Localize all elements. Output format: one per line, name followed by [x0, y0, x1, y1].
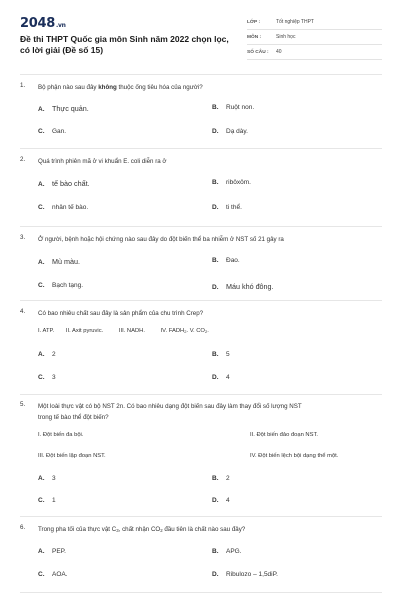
statement-4 — [161, 328, 209, 334]
option-d[interactable] — [212, 128, 248, 135]
question-text — [38, 401, 382, 423]
option-a[interactable] — [38, 475, 56, 482]
option-letter: C. — [38, 282, 45, 289]
statement-5-text: . V. CO — [186, 328, 205, 334]
divider — [20, 226, 382, 227]
option-value: Thực quản. — [52, 104, 89, 113]
question-text-part: thuộc ống tiêu hóa của người? — [116, 84, 203, 91]
question-text-subscript: 2 — [160, 528, 163, 533]
meta-row-count — [247, 45, 382, 60]
option-letter: C. — [38, 497, 45, 504]
option-value: 2 — [226, 475, 230, 482]
divider — [20, 148, 382, 149]
question-number: 2. — [20, 156, 26, 163]
divider — [20, 300, 382, 301]
question-text-part: Bộ phận nào sau đây — [38, 84, 99, 91]
exam-meta — [247, 15, 382, 60]
meta-value: Sinh học — [276, 34, 296, 40]
option-value: nhân tế bào. — [52, 204, 89, 211]
option-value: Ruột non. — [226, 104, 255, 111]
option-value: ribôxôm. — [226, 179, 251, 186]
option-c[interactable] — [38, 128, 66, 135]
option-letter: C. — [38, 128, 45, 135]
option-d[interactable] — [212, 204, 242, 211]
option-value: 2 — [52, 351, 56, 358]
logo-text: 2048 — [20, 16, 55, 31]
question-text-part: , chất nhận CO — [118, 526, 161, 533]
option-letter: A. — [38, 106, 45, 113]
option-value: Dạ dày. — [226, 128, 248, 135]
option-letter: A. — [38, 259, 45, 266]
option-a[interactable] — [38, 257, 80, 266]
meta-value: 40 — [276, 49, 282, 55]
option-value: 3 — [52, 475, 56, 482]
statement-2: II. Đột biến đảo đoạn NST. — [250, 432, 318, 438]
option-letter: D. — [212, 204, 219, 211]
option-b[interactable] — [212, 104, 254, 111]
option-letter: B. — [212, 179, 219, 186]
option-letter: B. — [212, 475, 219, 482]
question-text: Ở người, bệnh hoặc hội chứng nào sau đây do đột biến thể ba nhiễm ở NST số 21 gây ra — [38, 236, 284, 243]
option-value: tế bào chất. — [52, 179, 90, 188]
statement-5-end: . — [207, 328, 209, 334]
option-b[interactable] — [212, 257, 240, 264]
meta-row-subject — [247, 30, 382, 45]
option-a[interactable] — [38, 351, 56, 358]
question-4 — [20, 308, 382, 392]
option-value: PEP. — [52, 548, 66, 555]
option-letter: A. — [38, 351, 45, 358]
option-letter: A. — [38, 181, 45, 188]
option-letter: D. — [212, 497, 219, 504]
exam-title: Đề thi THPT Quốc gia môn Sinh năm 2022 chọn lọc, có lời giải (Đề số 15) — [20, 34, 229, 55]
option-a[interactable] — [38, 548, 66, 555]
statement-4-subscript: 2 — [184, 329, 187, 334]
question-6 — [20, 524, 382, 588]
option-value: Bạch tạng. — [52, 282, 84, 289]
option-d[interactable] — [212, 571, 278, 578]
statement-5-subscript: 2 — [204, 329, 208, 334]
option-d[interactable] — [212, 282, 274, 291]
question-text: Quá trình phiên mã ở vi khuẩn E. coli diễn ra ở — [38, 158, 167, 165]
option-d[interactable] — [212, 497, 230, 504]
statement-1: I. ATP. — [38, 328, 55, 334]
option-b[interactable] — [212, 475, 230, 482]
site-logo[interactable] — [20, 16, 66, 31]
option-letter: D. — [212, 571, 219, 578]
question-text: Có bao nhiêu chất sau đây là sản phẩm của chu trình Crep? — [38, 310, 204, 317]
divider — [20, 394, 382, 395]
question-text-subscript: 3 — [116, 528, 119, 533]
option-letter: D. — [212, 284, 219, 291]
option-a[interactable] — [38, 179, 90, 188]
option-value: 4 — [226, 374, 230, 381]
statement-1: I. Đột biến đa bội. — [38, 432, 84, 438]
logo-suffix: .vn — [55, 22, 66, 29]
option-c[interactable] — [38, 282, 83, 289]
question-number: 5. — [20, 401, 26, 408]
statement-2: II. Axit pyruvic. — [65, 328, 104, 334]
divider — [20, 74, 382, 75]
option-letter: B. — [212, 351, 219, 358]
question-1 — [20, 82, 382, 144]
meta-value: Tốt nghiệp THPT — [276, 19, 314, 25]
option-value: Mù màu. — [52, 257, 80, 266]
statement-3: III. Đột biến lặp đoạn NST. — [38, 453, 106, 459]
exam-header — [20, 14, 382, 66]
question-number: 6. — [20, 524, 26, 531]
option-letter: B. — [212, 548, 219, 555]
question-number: 3. — [20, 234, 26, 241]
question-text — [38, 524, 382, 536]
meta-key: SỐ CÂU : — [247, 49, 269, 55]
question-number: 1. — [20, 82, 26, 89]
option-value: Đao. — [226, 257, 240, 264]
option-letter: A. — [38, 475, 45, 482]
option-b[interactable] — [212, 548, 242, 555]
option-letter: D. — [212, 374, 219, 381]
option-value: Gan. — [52, 128, 67, 135]
option-letter: C. — [38, 374, 45, 381]
option-value: APG. — [226, 548, 242, 555]
divider — [20, 516, 382, 517]
question-text-line: trong tế bào thể đột biến? — [38, 414, 109, 421]
statement-3: III. NADH. — [118, 328, 145, 334]
option-value: AOA. — [52, 571, 68, 578]
option-value: 5 — [226, 351, 230, 358]
question-3 — [20, 234, 382, 296]
divider — [20, 592, 382, 593]
question-text — [38, 82, 382, 93]
meta-key: MÔN : — [247, 34, 262, 40]
option-letter: A. — [38, 548, 45, 555]
statement-list — [38, 328, 209, 334]
option-value: ti thể. — [226, 204, 242, 211]
option-letter: B. — [212, 104, 219, 111]
option-letter: B. — [212, 257, 219, 264]
question-text-line: Một loài thực vật có bộ NST 2n. Có bao nhiêu dạng đột biến sau đây làm thay đổi số lượng NST — [38, 403, 302, 410]
meta-row-class — [247, 15, 382, 30]
option-b[interactable] — [212, 179, 251, 186]
option-c[interactable] — [38, 571, 68, 578]
question-text-part: đầu tiên là chất nào sau đây? — [162, 526, 246, 533]
option-letter: D. — [212, 128, 219, 135]
option-value: Máu khó đông. — [226, 282, 274, 291]
question-2 — [20, 156, 382, 218]
statement-4: IV. Đột biến lệch bội dạng thể một. — [250, 453, 339, 459]
option-value: 1 — [52, 497, 56, 504]
option-a[interactable] — [38, 104, 89, 113]
option-value: 4 — [226, 497, 230, 504]
question-text-emphasis: không — [98, 84, 117, 91]
question-number: 4. — [20, 308, 26, 315]
option-letter: C. — [38, 204, 45, 211]
statement-4-text: IV. FADH — [160, 328, 185, 334]
option-b[interactable] — [212, 351, 230, 358]
question-text-part: Trong pha tối của thực vật C — [38, 526, 117, 533]
option-value: 3 — [52, 374, 56, 381]
option-letter: C. — [38, 571, 45, 578]
meta-key: LỚP : — [247, 19, 261, 25]
question-5 — [20, 401, 382, 513]
option-d[interactable] — [212, 374, 230, 381]
option-c[interactable] — [38, 374, 56, 381]
option-c[interactable] — [38, 204, 88, 211]
option-value: Ribulozo – 1,5diP. — [226, 571, 278, 578]
option-c[interactable] — [38, 497, 56, 504]
